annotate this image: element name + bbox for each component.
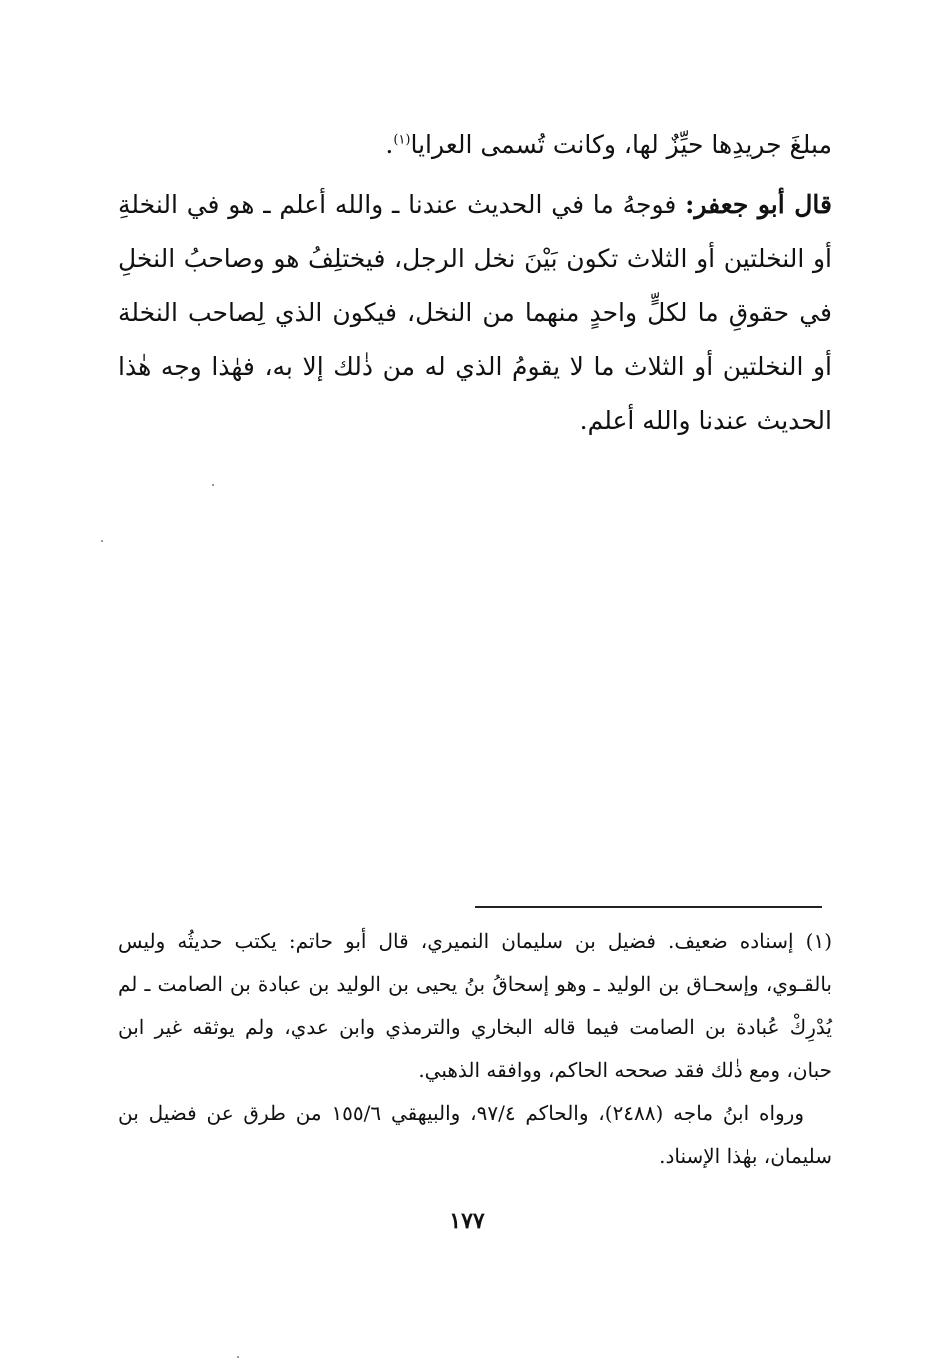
paragraph-1-text: مبلغَ جريدِها حيِّزٌ لها، وكانت تُسمى العرايا: [410, 130, 832, 159]
paragraph-2-text: فوجهُ ما في الحديث عندنا ـ والله أعلم ـ هو في النخلةِ أو النخلتين أو الثلاث تكون بَيْنَ نخل الرجل، فيختلِفُ هو وصاحبُ النخلِ في حقوقِ ما لكلٍّ واحدٍ منهما من النخل، فيكون الذي لِصاحب النخلة أو النخلتين أو الثلاث ما لا يقومُ الذي له من ذٰلك إلا به، فهٰذا وجه هٰذا الحديث عندنا والله أعلم.: [118, 190, 832, 435]
speaker-name: قال أبو جعفر:: [685, 190, 832, 219]
footnote-reference[interactable]: (١): [393, 132, 411, 148]
footnote-separator: [475, 906, 822, 908]
scan-speck: [212, 484, 214, 486]
paragraph-1: [118, 118, 832, 172]
scan-speck: [101, 540, 103, 542]
footnote-1-continuation: ورواه ابنُ ماجه (٢٤٨٨)، والحاكم ٩٧/٤، والبيهقي ١٥٥/٦ من طرق عن فضيل بن سليمان، بهٰذا الإسناد.: [118, 1101, 832, 1168]
main-text-block: [118, 118, 832, 448]
footnote-1: (١) إسناده ضعيف. فضيل بن سليمان النميري، قال أبو حاتم: يكتب حديثُه وليس بالقـوي، وإسحـاق بن الوليد ـ وهو إسحاقُ بنُ يحيى بن الوليد بن عبادة بن الصامت ـ لم يُدْرِكْ عُبادة بن الصامت فيما قاله البخاري والترمذي وابن عدي، ولم يوثقه غير ابن حبان، ومع ذٰلك فقد صححه الحاكم، ووافقه الذهبي.: [118, 929, 832, 1082]
page-number: ١٧٧: [449, 1208, 485, 1234]
paragraph-2: [118, 178, 832, 448]
footnotes-block: [118, 920, 832, 1178]
paragraph-1-end: .: [385, 130, 394, 159]
scan-speck: [237, 1356, 239, 1358]
